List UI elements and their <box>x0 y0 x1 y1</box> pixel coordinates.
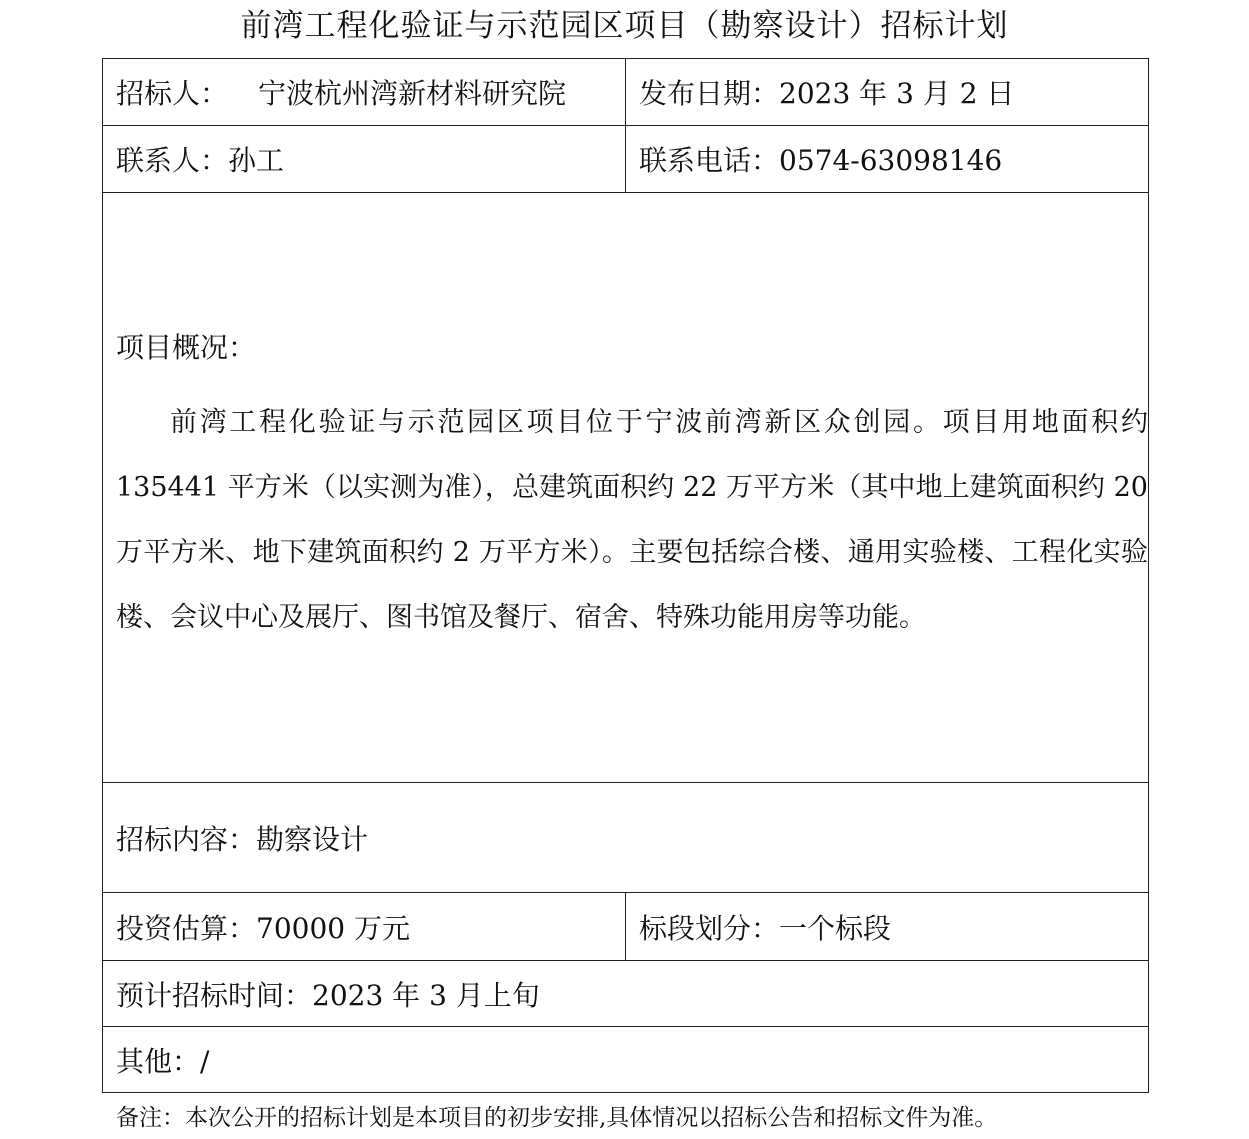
investment-label: 投资估算： <box>116 911 257 945</box>
table-row <box>103 893 1149 961</box>
tender-time-label: 预计招标时间： <box>116 978 313 1012</box>
phone-label: 联系电话： <box>639 144 780 177</box>
phone-cell <box>626 126 1149 193</box>
tenderer-value: 宁波杭州湾新材料研究院 <box>258 77 567 110</box>
other-value: / <box>200 1044 210 1078</box>
release-date-value: 2023 年 3 月 2 日 <box>779 77 1015 110</box>
table-row <box>103 59 1149 126</box>
sections-value: 一个标段 <box>779 911 892 945</box>
tender-time-cell <box>103 961 1149 1027</box>
phone-value: 0574-63098146 <box>779 144 1003 177</box>
table-row <box>103 783 1149 893</box>
sections-label: 标段划分： <box>639 911 780 945</box>
table-row <box>103 1027 1149 1093</box>
tender-content-value: 勘察设计 <box>256 822 369 856</box>
investment-cell <box>103 893 626 961</box>
document-title: 前湾工程化验证与示范园区项目（勘察设计）招标计划 <box>240 8 1009 44</box>
overview-text: 前湾工程化验证与示范园区项目位于宁波前湾新区众创园。项目用地面积约 135441 平方米（以实测为准），总建筑面积约 22 万平方米（其中地上建筑面积约 20 万平方米、地下建筑面积约 2 万平方米）。主要包括综合楼、通用实验楼、工程化实验楼、会议中心及展厅、图书馆及餐厅、宿舍、特殊功能用房等功能。 <box>116 407 1148 633</box>
contact-cell <box>103 126 626 193</box>
release-date-label: 发布日期： <box>639 77 780 110</box>
tender-content-label: 招标内容： <box>116 822 257 856</box>
table-row <box>103 126 1149 193</box>
contact-value: 孙工 <box>228 144 285 177</box>
sections-cell <box>626 893 1149 961</box>
overview-label: 项目概况： <box>116 331 257 364</box>
tender-content-cell <box>103 783 1149 893</box>
footnote: 备注：本次公开的招标计划是本项目的初步安排,具体情况以招标公告和招标文件为准。 <box>116 1105 998 1131</box>
overview-cell <box>103 193 1149 783</box>
other-label: 其他： <box>116 1044 201 1078</box>
table-row <box>103 193 1149 783</box>
investment-value: 70000 万元 <box>256 911 410 945</box>
tender-plan-table <box>102 58 1149 1093</box>
tenderer-cell <box>103 59 626 126</box>
tender-time-value: 2023 年 3 月上旬 <box>312 978 540 1012</box>
release-date-cell <box>626 59 1149 126</box>
tenderer-label: 招标人： <box>116 77 229 110</box>
table-row <box>103 961 1149 1027</box>
contact-label: 联系人： <box>116 144 229 177</box>
other-cell <box>103 1027 1149 1093</box>
